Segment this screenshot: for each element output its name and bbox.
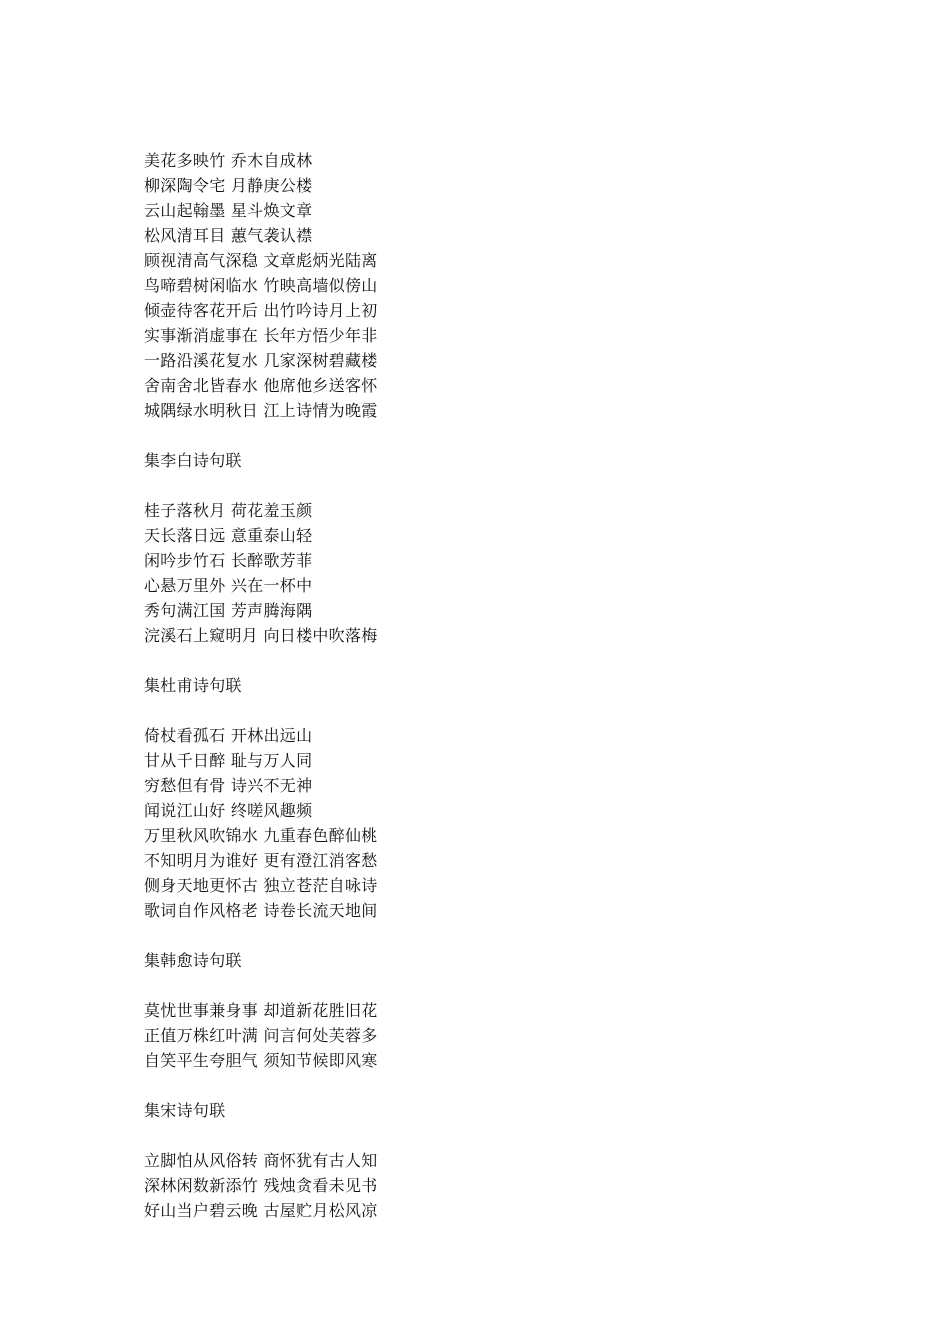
couplet-line: 云山起翰墨 星斗焕文章: [144, 201, 313, 220]
document-body: [144, 148, 564, 1223]
couplet-line: 歌词自作风格老 诗卷长流天地间: [144, 901, 378, 920]
couplet-line: 心悬万里外 兴在一杯中: [144, 576, 313, 595]
spacer: [144, 1073, 564, 1098]
spacer: [144, 473, 564, 498]
couplet-line: 舍南舍北皆春水 他席他乡送客怀: [144, 376, 378, 395]
couplet-line: 万里秋风吹锦水 九重春色醉仙桃: [144, 826, 378, 845]
couplet-line: 美花多映竹 乔木自成林: [144, 151, 313, 170]
couplet-line: 穷愁但有骨 诗兴不无神: [144, 776, 313, 795]
couplet-line: 自笑平生夸胆气 须知节候即风寒: [144, 1051, 378, 1070]
couplet-line: 顾视清高气深稳 文章彪炳光陆离: [144, 251, 378, 270]
spacer: [144, 698, 564, 723]
couplet-line: 城隅绿水明秋日 江上诗情为晚霞: [144, 401, 378, 420]
couplet-line: 莫忧世事兼身事 却道新花胜旧花: [144, 1001, 378, 1020]
section-heading: 集韩愈诗句联: [144, 951, 242, 970]
couplet-line: 甘从千日醉 耻与万人同: [144, 751, 313, 770]
couplet-line: 闻说江山好 终嗟风趣频: [144, 801, 313, 820]
couplet-line: 立脚怕从风俗转 商怀犹有古人知: [144, 1151, 378, 1170]
section-du-fu: [144, 673, 564, 923]
couplet-line: 天长落日远 意重泰山轻: [144, 526, 313, 545]
section-song: [144, 1098, 564, 1223]
couplet-line: 深林闲数新添竹 残烛贪看未见书: [144, 1176, 378, 1195]
couplet-line: 一路沿溪花复水 几家深树碧藏楼: [144, 351, 378, 370]
spacer: [144, 1123, 564, 1148]
couplet-line: 闲吟步竹石 长醉歌芳菲: [144, 551, 313, 570]
couplet-line: 秀句满江国 芳声腾海隅: [144, 601, 313, 620]
couplet-line: 不知明月为谁好 更有澄江消客愁: [144, 851, 378, 870]
couplet-line: 实事渐消虚事在 长年方悟少年非: [144, 326, 378, 345]
section-intro: [144, 148, 564, 423]
section-heading: 集李白诗句联: [144, 451, 242, 470]
couplet-line: 鸟啼碧树闲临水 竹映高墙似傍山: [144, 276, 378, 295]
couplet-line: 侧身天地更怀古 独立苍茫自咏诗: [144, 876, 378, 895]
section-han-yu: [144, 948, 564, 1073]
couplet-line: 浣溪石上窥明月 向日楼中吹落梅: [144, 626, 378, 645]
couplet-line: 正值万株红叶满 问言何处芙蓉多: [144, 1026, 378, 1045]
section-li-bai: [144, 448, 564, 648]
section-heading: 集杜甫诗句联: [144, 676, 242, 695]
spacer: [144, 973, 564, 998]
couplet-line: 桂子落秋月 荷花羞玉颜: [144, 501, 313, 520]
couplet-line: 倚杖看孤石 开林出远山: [144, 726, 313, 745]
couplet-line: 松风清耳目 蕙气袭认襟: [144, 226, 313, 245]
spacer: [144, 923, 564, 948]
couplet-line: 好山当户碧云晚 古屋贮月松风凉: [144, 1201, 378, 1220]
couplet-line: 倾壶待客花开后 出竹吟诗月上初: [144, 301, 378, 320]
couplet-line: 柳深陶令宅 月静庚公楼: [144, 176, 313, 195]
spacer: [144, 648, 564, 673]
spacer: [144, 423, 564, 448]
section-heading: 集宋诗句联: [144, 1101, 226, 1120]
